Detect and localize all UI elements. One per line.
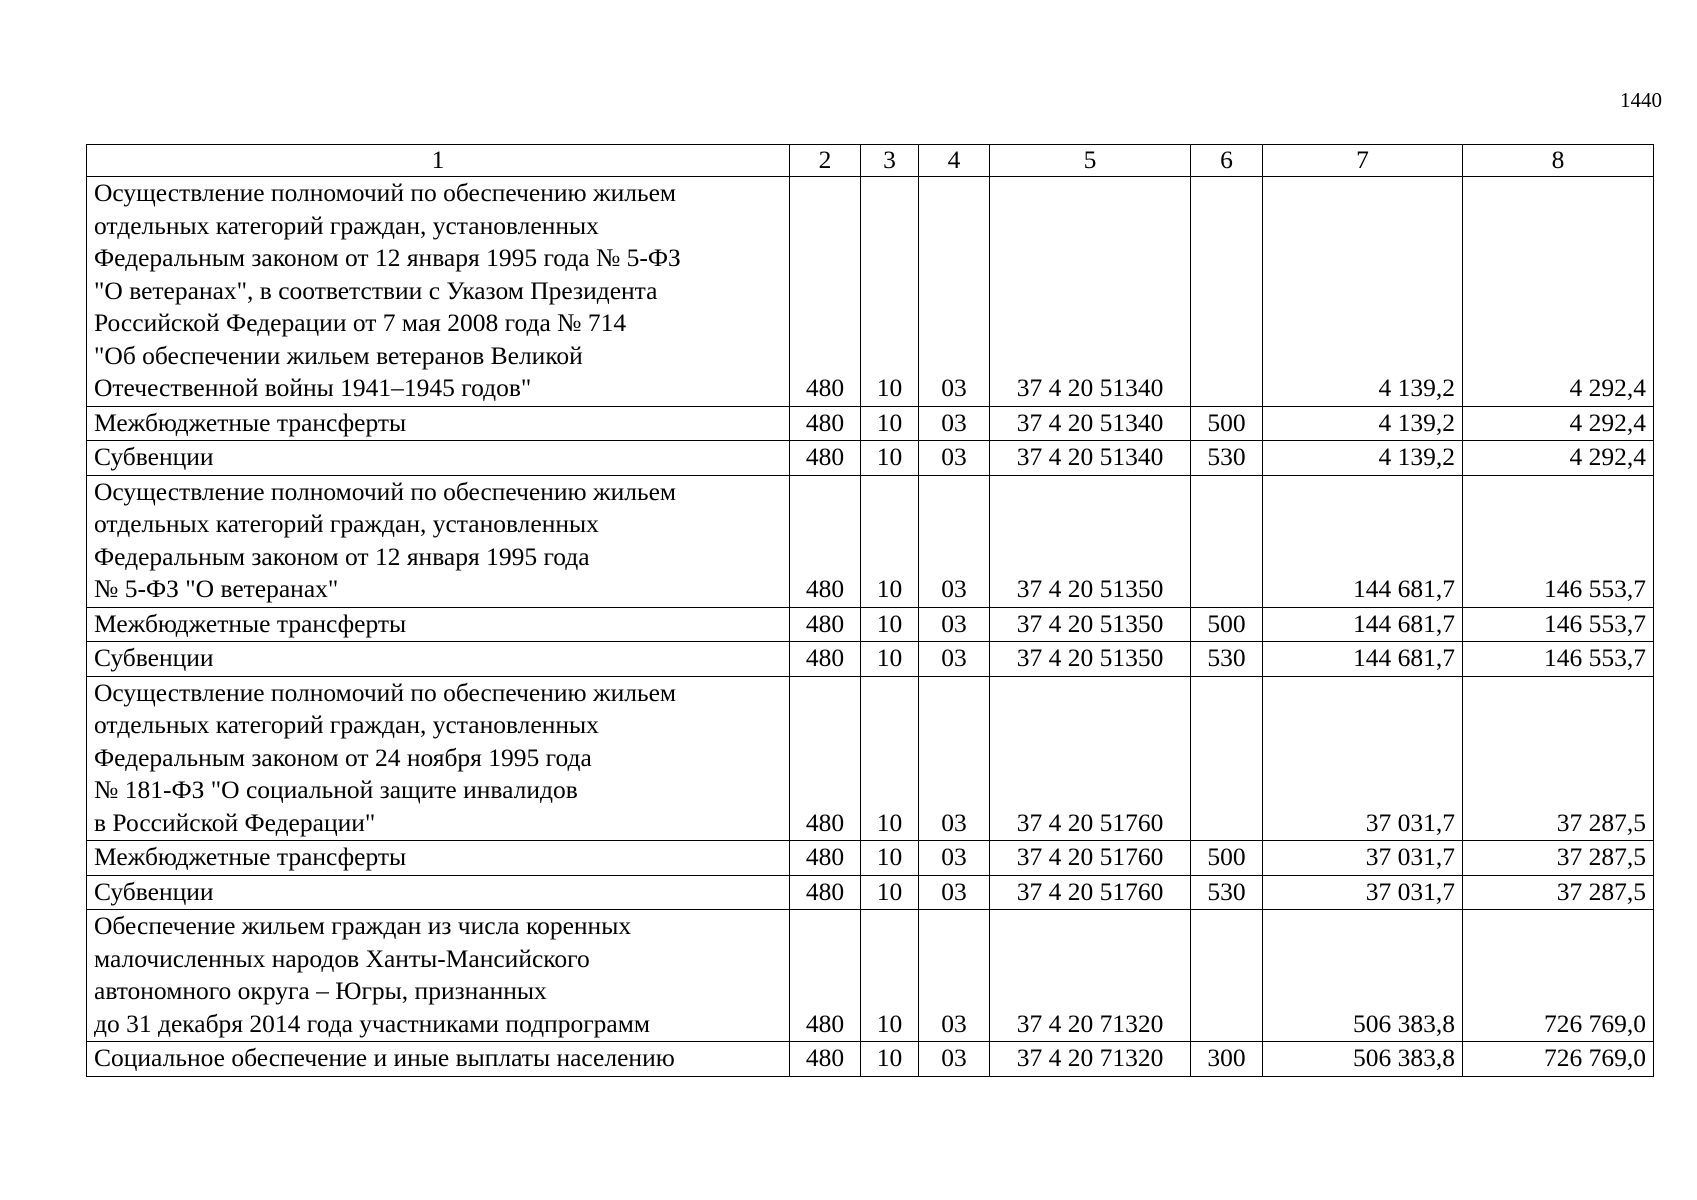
section-code: 10	[861, 910, 919, 1042]
admin-code: 480	[790, 676, 861, 841]
subsection-code: 03	[919, 177, 990, 407]
expense-type-code: 530	[1191, 642, 1263, 677]
expense-type-code: 300	[1191, 1042, 1263, 1077]
row-description: Межбюджетные трансферты	[87, 607, 790, 642]
target-article-code: 37 4 20 51760	[990, 841, 1191, 876]
header-cell-8: 8	[1463, 145, 1654, 177]
table-row	[87, 910, 1654, 1042]
amount-col-7: 37 031,7	[1263, 676, 1463, 841]
target-article-code: 37 4 20 51350	[990, 607, 1191, 642]
section-code: 10	[861, 1042, 919, 1077]
header-cell-6: 6	[1191, 145, 1263, 177]
header-cell-3: 3	[861, 145, 919, 177]
expense-type-code	[1191, 177, 1263, 407]
amount-col-8: 726 769,0	[1463, 1042, 1654, 1077]
row-description: Осуществление полномочий по обеспечению жильем отдельных категорий граждан, установленных Федеральным законом от 24 ноября 1995 года № 181-ФЗ "О социальной защите инвалидов в Российской Федерации"	[87, 676, 790, 841]
target-article-code: 37 4 20 51350	[990, 642, 1191, 677]
expense-type-code: 500	[1191, 841, 1263, 876]
admin-code: 480	[790, 1042, 861, 1077]
target-article-code: 37 4 20 51340	[990, 406, 1191, 441]
amount-col-7: 4 139,2	[1263, 441, 1463, 476]
section-code: 10	[861, 841, 919, 876]
amount-col-8: 4 292,4	[1463, 406, 1654, 441]
expense-type-code	[1191, 475, 1263, 607]
header-cell-7: 7	[1263, 145, 1463, 177]
section-code: 10	[861, 441, 919, 476]
table-row	[87, 642, 1654, 677]
table-row	[87, 177, 1654, 407]
section-code: 10	[861, 475, 919, 607]
amount-col-7: 506 383,8	[1263, 1042, 1463, 1077]
budget-table	[86, 144, 1654, 1077]
expense-type-code	[1191, 910, 1263, 1042]
amount-col-8: 37 287,5	[1463, 875, 1654, 910]
subsection-code: 03	[919, 642, 990, 677]
amount-col-7: 37 031,7	[1263, 875, 1463, 910]
amount-col-8: 146 553,7	[1463, 475, 1654, 607]
admin-code: 480	[790, 406, 861, 441]
header-cell-5: 5	[990, 145, 1191, 177]
subsection-code: 03	[919, 441, 990, 476]
admin-code: 480	[790, 607, 861, 642]
page-number: 1440	[1620, 88, 1662, 112]
expense-type-code: 530	[1191, 441, 1263, 476]
expense-type-code: 500	[1191, 607, 1263, 642]
amount-col-7: 4 139,2	[1263, 406, 1463, 441]
amount-col-7: 144 681,7	[1263, 607, 1463, 642]
header-row	[87, 145, 1654, 177]
admin-code: 480	[790, 475, 861, 607]
expense-type-code	[1191, 676, 1263, 841]
subsection-code: 03	[919, 875, 990, 910]
header-cell-2: 2	[790, 145, 861, 177]
admin-code: 480	[790, 841, 861, 876]
target-article-code: 37 4 20 51760	[990, 875, 1191, 910]
subsection-code: 03	[919, 676, 990, 841]
expense-type-code: 530	[1191, 875, 1263, 910]
target-article-code: 37 4 20 51340	[990, 441, 1191, 476]
target-article-code: 37 4 20 71320	[990, 910, 1191, 1042]
table-row	[87, 676, 1654, 841]
target-article-code: 37 4 20 51760	[990, 676, 1191, 841]
row-description: Субвенции	[87, 441, 790, 476]
section-code: 10	[861, 676, 919, 841]
admin-code: 480	[790, 642, 861, 677]
amount-col-7: 144 681,7	[1263, 475, 1463, 607]
table-row	[87, 607, 1654, 642]
admin-code: 480	[790, 875, 861, 910]
section-code: 10	[861, 177, 919, 407]
amount-col-7: 144 681,7	[1263, 642, 1463, 677]
target-article-code: 37 4 20 71320	[990, 1042, 1191, 1077]
subsection-code: 03	[919, 910, 990, 1042]
header-cell-4: 4	[919, 145, 990, 177]
row-description: Осуществление полномочий по обеспечению жильем отдельных категорий граждан, установленных Федеральным законом от 12 января 1995 года № 5-ФЗ "О ветеранах", в соответствии с Указом Президента Российской Федерации от 7 мая 2008 года № 714 "Об обеспечении жильем ветеранов Великой Отечественной войны 1941–1945 годов"	[87, 177, 790, 407]
subsection-code: 03	[919, 406, 990, 441]
section-code: 10	[861, 406, 919, 441]
amount-col-8: 37 287,5	[1463, 841, 1654, 876]
row-description: Осуществление полномочий по обеспечению жильем отдельных категорий граждан, установленных Федеральным законом от 12 января 1995 года № 5-ФЗ "О ветеранах"	[87, 475, 790, 607]
admin-code: 480	[790, 910, 861, 1042]
table-row	[87, 841, 1654, 876]
section-code: 10	[861, 642, 919, 677]
table-row	[87, 875, 1654, 910]
subsection-code: 03	[919, 475, 990, 607]
subsection-code: 03	[919, 1042, 990, 1077]
table-row	[87, 1042, 1654, 1077]
amount-col-8: 37 287,5	[1463, 676, 1654, 841]
table-row	[87, 441, 1654, 476]
row-description: Субвенции	[87, 642, 790, 677]
amount-col-7: 37 031,7	[1263, 841, 1463, 876]
row-description: Обеспечение жильем граждан из числа коренных малочисленных народов Ханты-Мансийского автономного округа – Югры, признанных до 31 декабря 2014 года участниками подпрограмм	[87, 910, 790, 1042]
expense-type-code: 500	[1191, 406, 1263, 441]
target-article-code: 37 4 20 51340	[990, 177, 1191, 407]
admin-code: 480	[790, 441, 861, 476]
section-code: 10	[861, 607, 919, 642]
row-description: Межбюджетные трансферты	[87, 841, 790, 876]
amount-col-8: 146 553,7	[1463, 642, 1654, 677]
target-article-code: 37 4 20 51350	[990, 475, 1191, 607]
header-cell-1: 1	[87, 145, 790, 177]
subsection-code: 03	[919, 841, 990, 876]
row-description: Социальное обеспечение и иные выплаты населению	[87, 1042, 790, 1077]
row-description: Межбюджетные трансферты	[87, 406, 790, 441]
amount-col-8: 4 292,4	[1463, 177, 1654, 407]
row-description: Субвенции	[87, 875, 790, 910]
table-row	[87, 475, 1654, 607]
table-row	[87, 406, 1654, 441]
section-code: 10	[861, 875, 919, 910]
amount-col-7: 4 139,2	[1263, 177, 1463, 407]
admin-code: 480	[790, 177, 861, 407]
subsection-code: 03	[919, 607, 990, 642]
amount-col-8: 4 292,4	[1463, 441, 1654, 476]
amount-col-8: 146 553,7	[1463, 607, 1654, 642]
amount-col-8: 726 769,0	[1463, 910, 1654, 1042]
amount-col-7: 506 383,8	[1263, 910, 1463, 1042]
